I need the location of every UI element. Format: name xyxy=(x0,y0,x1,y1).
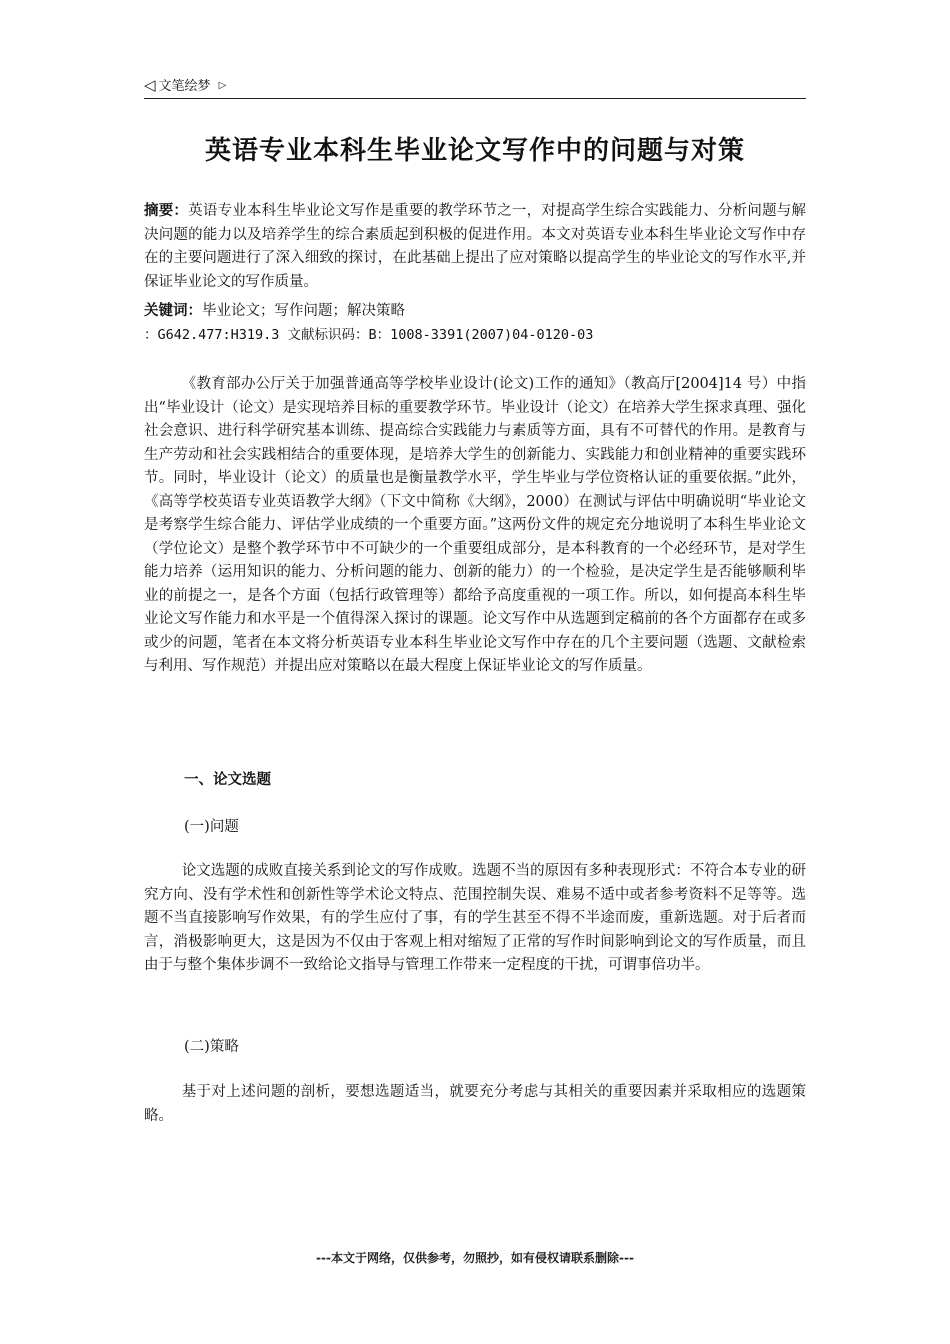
abstract-text: 英语专业本科生毕业论文写作是重要的教学环节之一，对提高学生综合实践能力、分析问题与解决问题的能力以及培养学生的综合素质起到积极的促进作用。本文对英语专业本科生毕业论文写作中存在的主要问题进行了深入细致的探讨，在此基础上提出了应对策略以提高学生的毕业论文的写作水平,并保证毕业论文的写作质量。 xyxy=(144,203,807,290)
document-title: 英语专业本科生毕业论文写作中的问题与对策 xyxy=(204,136,745,166)
subsection-problem: (一)问题 xyxy=(184,819,239,835)
page-header xyxy=(144,74,806,99)
abstract xyxy=(144,200,806,294)
problem-paragraph: 论文选题的成败直接关系到论文的写作成败。选题不当的原因有多种表现形式：不符合本专业的研究方向、没有学术性和创新性等学术论文特点、范围控制失误、难易不适中或者参考资料不足等等。选题不当直接影响写作效果，有的学生应付了事，有的学生甚至不得不半途而废，重新选题。对于后者而言，消极影响更大，这是因为不仅由于客观上相对缩短了正常的写作时间影响到论文的写作质量，而且由于与整个集体步调不一致给论文指导与管理工作带来一定程度的干扰，可谓事倍功半。 xyxy=(144,863,806,973)
strategy-paragraph: 基于对上述问题的剖析，要想选题适当，就要充分考虑与其相关的重要因素并采取相应的选题策略。 xyxy=(144,1084,806,1124)
header-brand: 文笔绘梦 xyxy=(158,79,211,94)
keywords xyxy=(144,300,806,323)
section-heading: 一、论文选题 xyxy=(184,772,271,788)
triangle-right-icon: ▷ xyxy=(218,80,227,91)
classification-line: ：G642.477:H319.3 文献标识码：B：1008-3391(2007)04-0120-03 xyxy=(144,327,594,343)
footer-disclaimer: ---本文于网络，仅供参考，勿照抄，如有侵权请联系删除--- xyxy=(316,1251,634,1265)
intro-paragraph: 《教育部办公厅关于加强普通高等学校毕业设计(论文)工作的通知》（教高厅[2004]14 号）中指出“毕业设计（论文）是实现培养目标的重要教学环节。毕业设计（论文）在培养大学生探求真理、强化社会意识、进行科学研究基本训练、提高综合实践能力与素质等方面，具有不可替代的作用。是教育与生产劳动和社会实践相结合的重要体现，是培养大学生的创新能力、实践能力和创业精神的重要实践环节。同时，毕业设计（论文）的质量也是衡量教学水平，学生毕业与学位资格认证的重要依据。”此外，《高等学校英语专业英语教学大纲》（下文中简称《大纲》，2000）在测试与评估中明确说明“毕业论文是考察学生综合能力、评估学业成绩的一个重要方面。”这两份文件的规定充分地说明了本科生毕业论文（学位论文）是整个教学环节中不可缺少的一个重要组成部分，是本科教育的一个必经环节，是对学生能力培养（运用知识的能力、分析问题的能力、创新的能力）的一个检验，是决定学生是否能够顺利毕业的前提之一，是各个方面（包括行政管理等）都给予高度重视的一项工作。所以，如何提高本科生毕业论文写作能力和水平是一个值得深入探讨的课题。论文写作中从选题到定稿前的各个方面都存在或多或少的问题，笔者在本文将分析英语专业本科生毕业论文写作中存在的几个主要问题（选题、文献检索与利用、写作规范）并提出应对策略以在最大程度上保证毕业论文的写作质量。 xyxy=(144,376,806,674)
abstract-label: 摘要： xyxy=(144,203,189,219)
keywords-text: 毕业论文；写作问题；解决策略 xyxy=(202,303,405,319)
triangle-left-icon: ◁ xyxy=(144,76,156,94)
keywords-label: 关键词： xyxy=(144,303,202,319)
subsection-strategy: (二)策略 xyxy=(184,1039,239,1055)
